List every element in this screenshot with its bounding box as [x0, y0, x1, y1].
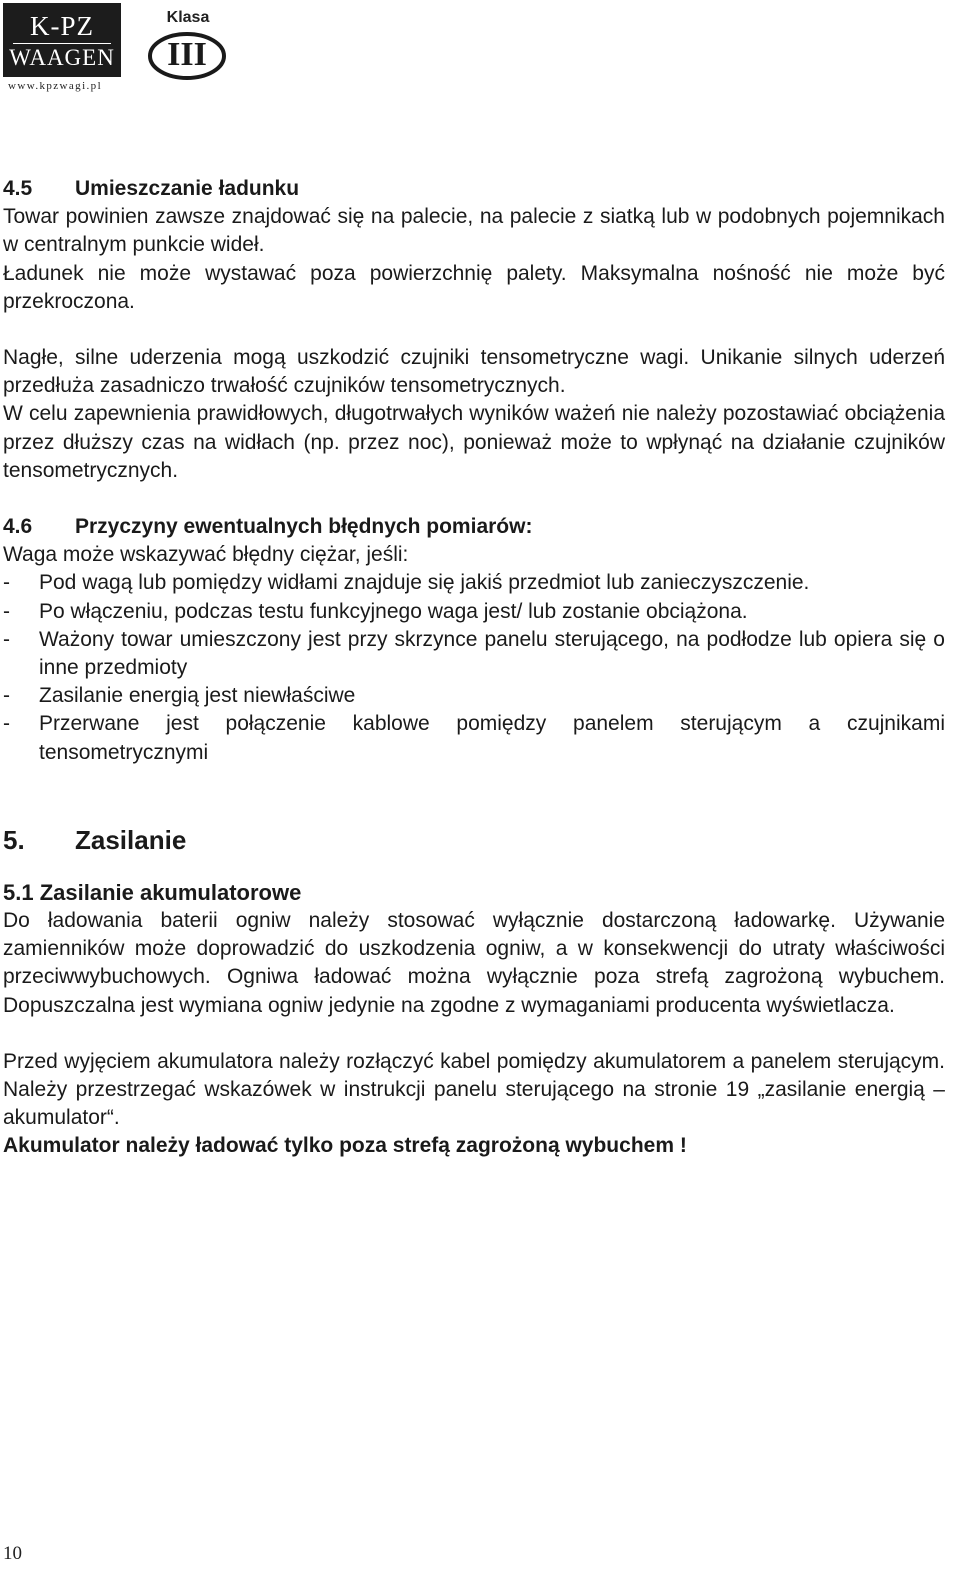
list-item: - Ważony towar umieszczony jest przy skrzynce panelu sterującego, na podłodze lub opiera się o inne przedmioty [3, 627, 945, 680]
paragraph: W celu zapewnienia prawidłowych, długotrwałych wyników ważeń nie należy pozostawiać obciążenia przez dłuższy czas na widłach (np. przez noc), ponieważ może to wpłynąć na działanie czujników tensometrycznych. [3, 402, 945, 482]
logo-divider [13, 43, 111, 44]
section-title: Zasilanie [75, 824, 187, 855]
paragraph: Nagłe, silne uderzenia mogą uszkodzić czujniki tensometryczne wagi. Unikanie silnych uderzeń przedłuża zasadniczo trwałość czujników tensometrycznych. [3, 346, 945, 398]
logo-url: www.kpzwagi.pl [8, 80, 103, 92]
section-number: 5. [3, 824, 25, 855]
logo-line-1: K-PZ [30, 11, 94, 41]
document-body [3, 175, 945, 1161]
list-bullet: - [3, 627, 10, 651]
section-number: 4.5 [3, 177, 33, 200]
kpz-waagen-logo [3, 3, 121, 77]
paragraph: Ładunek nie może wystawać poza powierzchnię palety. Maksymalna nośność nie może być przekroczona. [3, 261, 945, 313]
list-item: - Przerwane jest połączenie kablowe pomiędzy panelem sterującym a czujnikami tensometrycznymi [3, 712, 945, 764]
paragraph: Przed wyjęciem akumulatora należy rozłączyć kabel pomiędzy akumulatorem a panelem sterującym. Należy przestrzegać wskazówek w instrukcji panelu sterującego na stronie 19 „zasilanie energią – akumulator“. [3, 1049, 945, 1130]
paragraph: Towar powinien zawsze znajdować się na palecie, na palecie z siatką lub w podobnych pojemnikach w centralnym punkcie wideł. [3, 205, 945, 257]
section-5-heading [3, 823, 945, 857]
section-4-5-heading [3, 175, 945, 203]
paragraph: Do ładowania baterii ogniw należy stosować wyłącznie dostarczoną ładowarkę. Używanie zamienników może doprowadzić do uszkodzenia ogniw, a w konsekwencji do utraty właściwości przeciwwybuchowych. Ogniwa ładować można wyłącznie poza strefą zagrożoną wybuchem. Dopuszczalna jest wymiana ogniw jedynie na zgodne z wymaganiami producenta wyświetlacza. [3, 909, 945, 1017]
list-item: - Po włączeniu, podczas testu funkcyjnego waga jest/ lub zostanie obciążona. [3, 598, 945, 626]
warning-text: Akumulator należy ładować tylko poza strefą zagrożoną wybuchem ! [3, 1134, 687, 1158]
error-causes-list [3, 569, 945, 766]
class-label: Klasa [166, 9, 210, 26]
section-5-1-heading: 5.1 Zasilanie akumulatorowe [3, 879, 302, 905]
class-roman-numeral: III [167, 36, 207, 73]
list-bullet: - [3, 684, 10, 708]
list-intro: Waga może wskazywać błędny ciężar, jeśli: [3, 543, 409, 567]
logo-line-2: WAAGEN [9, 45, 115, 70]
page-number: 10 [3, 1543, 22, 1564]
list-item: - Zasilanie energią jest niewłaściwe [3, 682, 945, 710]
section-title: Umieszczanie ładunku [75, 177, 300, 200]
section-title: Przyczyny ewentualnych błędnych pomiarów: [75, 515, 533, 539]
list-bullet: - [3, 712, 10, 736]
list-bullet: - [3, 571, 10, 595]
accuracy-class-mark [147, 9, 229, 83]
list-bullet: - [3, 599, 10, 623]
list-item: - Pod wagą lub pomiędzy widłami znajduje się jakiś przedmiot lub zanieczyszczenie. [3, 569, 945, 597]
section-4-6-heading [3, 513, 945, 541]
section-number: 4.6 [3, 515, 33, 539]
